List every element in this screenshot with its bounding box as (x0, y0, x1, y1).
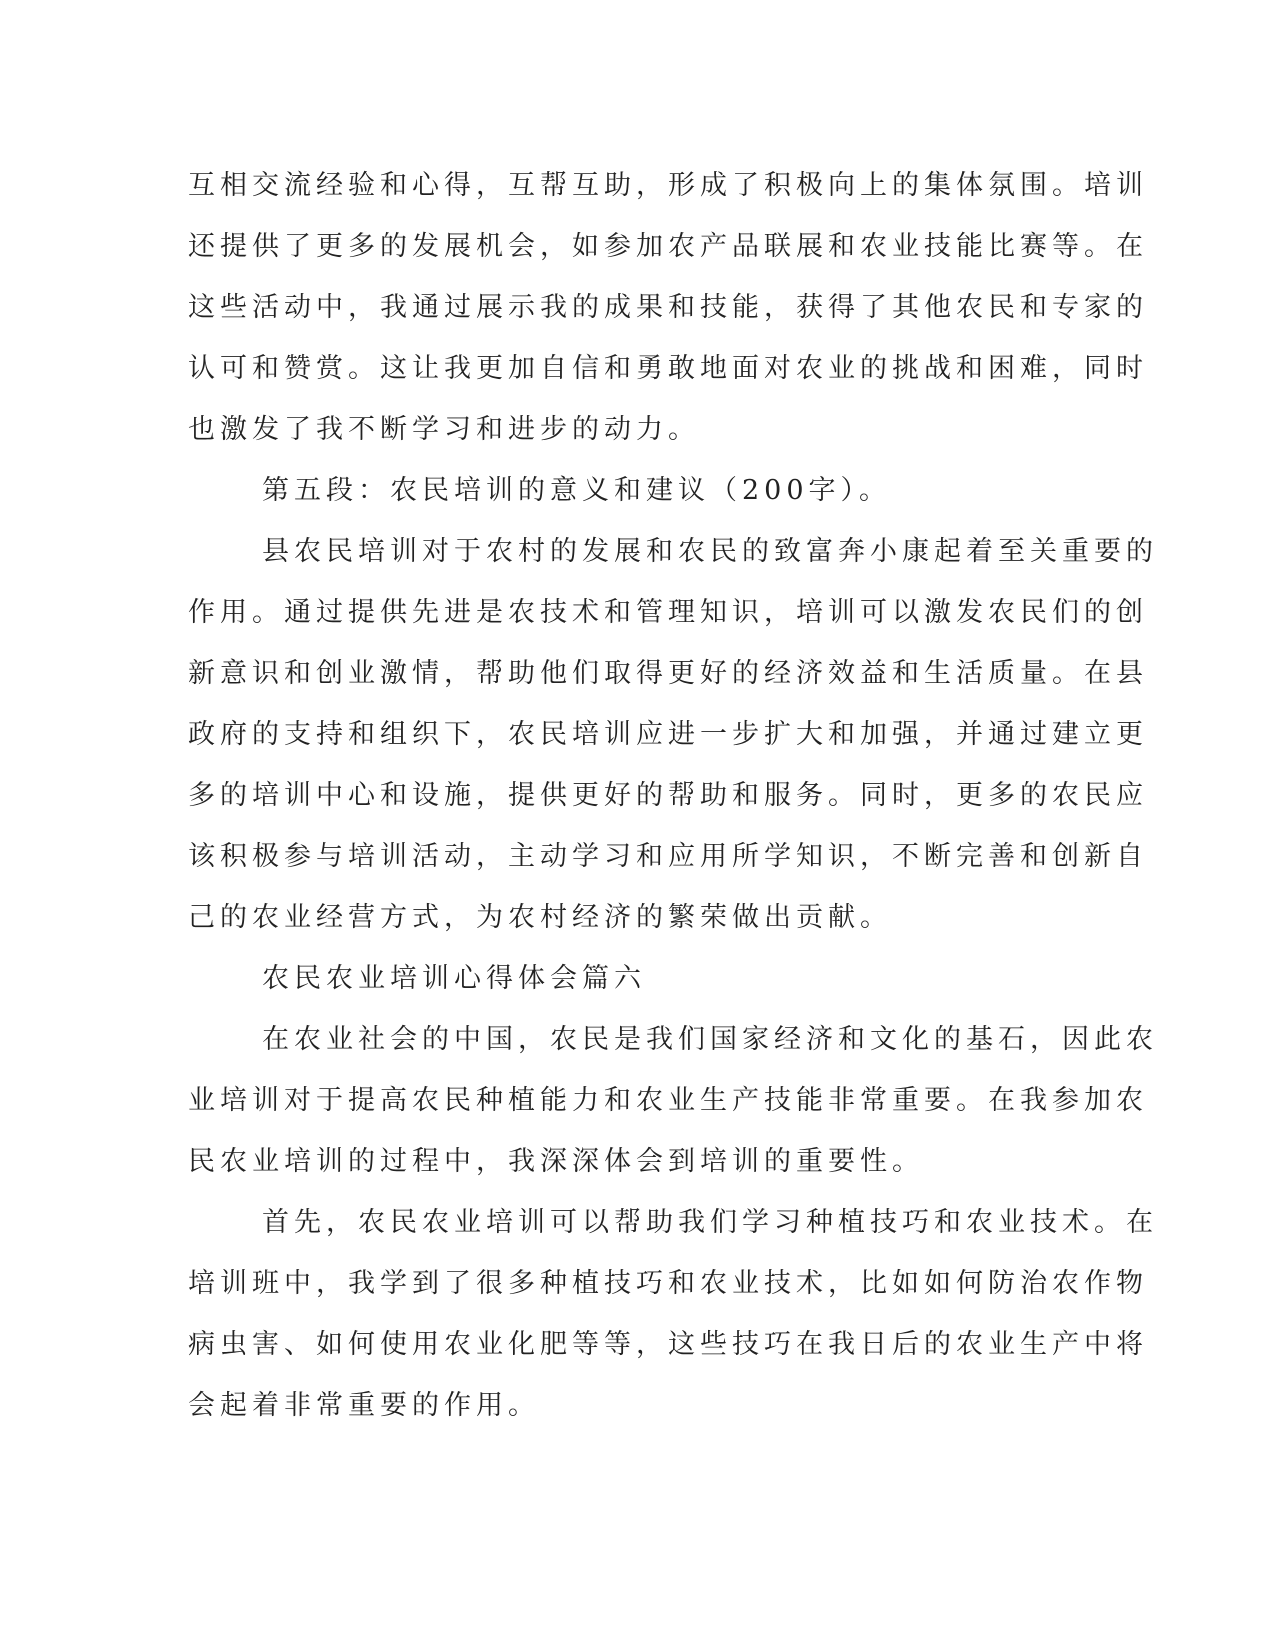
paragraph-line: 培训班中，我学到了很多种植技巧和农业技术，比如如何防治农作物 (188, 1268, 1148, 1299)
paragraph-line: 作用。通过提供先进是农技术和管理知识，培训可以激发农民们的创 (188, 597, 1148, 628)
paragraph-line: 在农业社会的中国，农民是我们国家经济和文化的基石，因此农 (262, 1024, 1158, 1055)
paragraph-line: 业培训对于提高农民种植能力和农业生产技能非常重要。在我参加农 (188, 1085, 1148, 1116)
paragraph-line: 病虫害、如何使用农业化肥等等，这些技巧在我日后的农业生产中将 (188, 1329, 1148, 1360)
paragraph-line: 互相交流经验和心得，互帮互助，形成了积极向上的集体氛围。培训 (188, 170, 1148, 201)
paragraph-line: 民农业培训的过程中，我深深体会到培训的重要性。 (188, 1146, 924, 1177)
paragraph-line: 多的培训中心和设施，提供更好的帮助和服务。同时，更多的农民应 (188, 780, 1148, 811)
paragraph-line: 这些活动中，我通过展示我的成果和技能，获得了其他农民和专家的 (188, 292, 1148, 323)
chapter-title: 农民农业培训心得体会篇六 (262, 963, 646, 994)
paragraph-line: 新意识和创业激情，帮助他们取得更好的经济效益和生活质量。在县 (188, 658, 1148, 689)
paragraph-line: 政府的支持和组织下，农民培训应进一步扩大和加强，并通过建立更 (188, 719, 1148, 750)
paragraph-line: 会起着非常重要的作用。 (188, 1390, 540, 1421)
document-body (188, 155, 1158, 1436)
paragraph-line: 该积极参与培训活动，主动学习和应用所学知识，不断完善和创新自 (188, 841, 1148, 872)
paragraph-line: 首先，农民农业培训可以帮助我们学习种植技巧和农业技术。在 (262, 1207, 1158, 1238)
paragraph-line: 己的农业经营方式，为农村经济的繁荣做出贡献。 (188, 902, 892, 933)
paragraph-line: 认可和赞赏。这让我更加自信和勇敢地面对农业的挑战和困难，同时 (188, 353, 1148, 384)
paragraph-line: 还提供了更多的发展机会，如参加农产品联展和农业技能比赛等。在 (188, 231, 1148, 262)
section-heading: 第五段：农民培训的意义和建议（200字）。 (262, 475, 892, 506)
paragraph-line: 也激发了我不断学习和进步的动力。 (188, 414, 700, 445)
paragraph-line: 县农民培训对于农村的发展和农民的致富奔小康起着至关重要的 (262, 536, 1158, 567)
